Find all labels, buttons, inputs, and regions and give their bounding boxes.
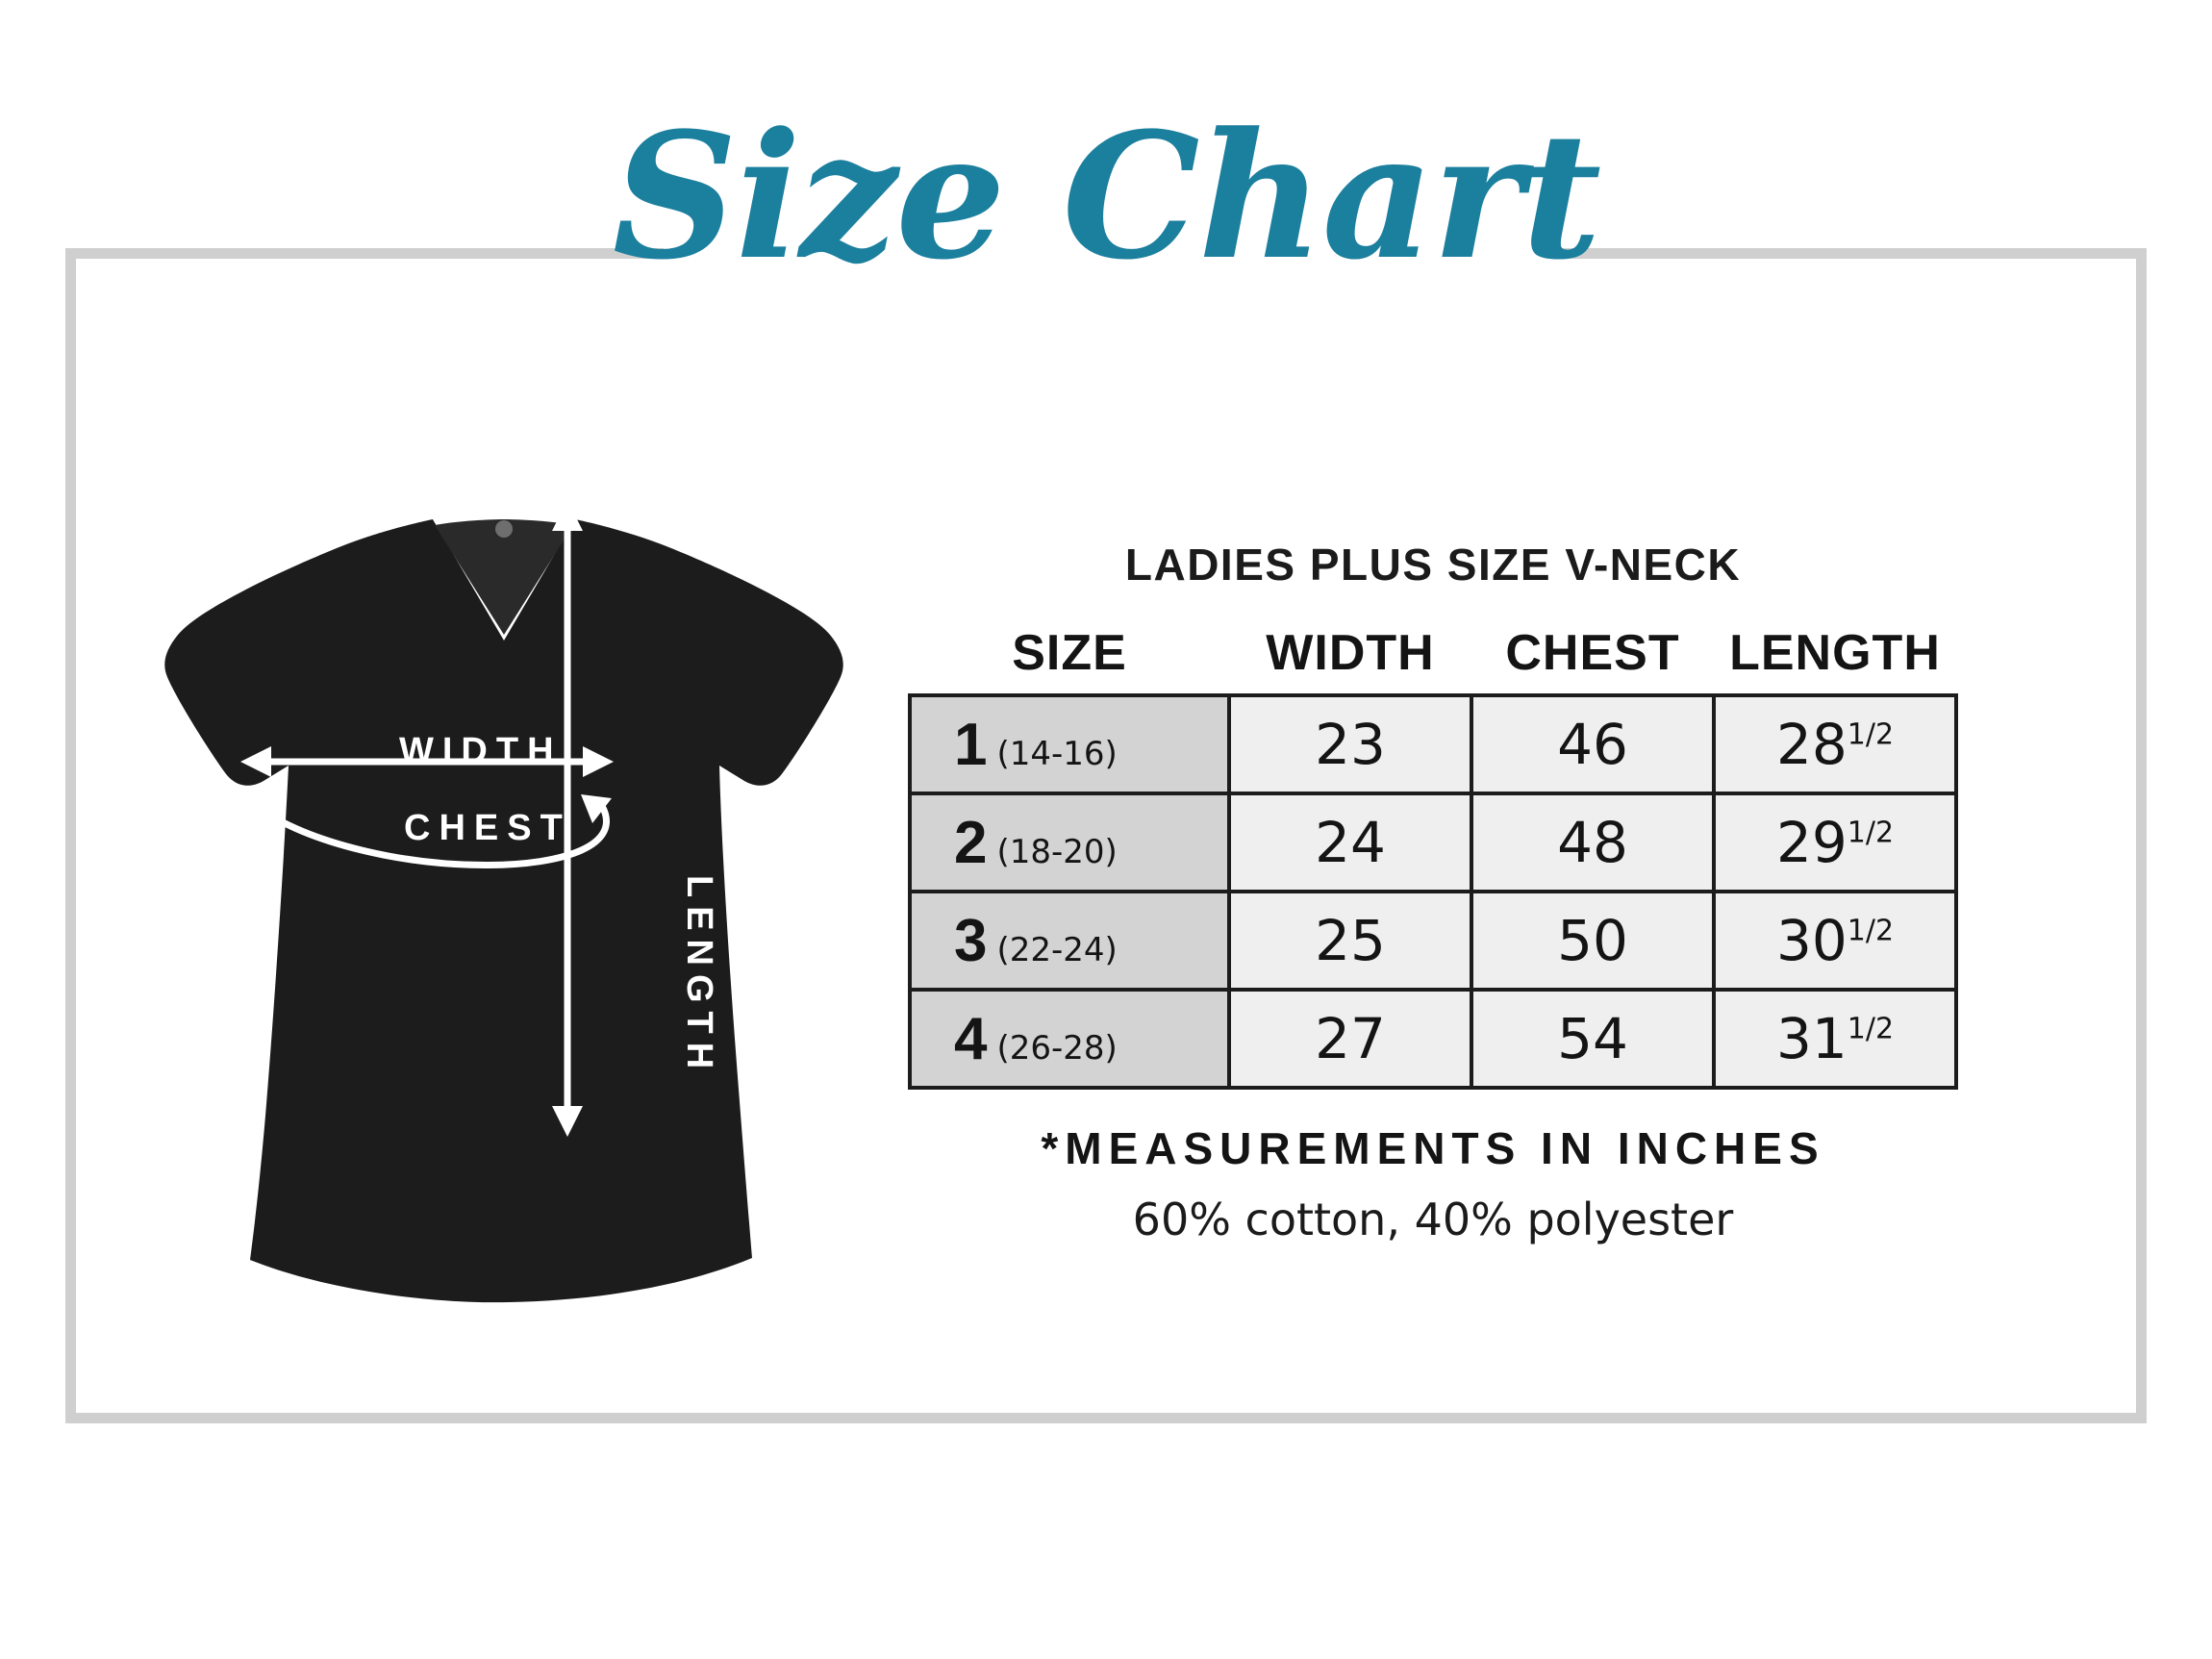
table-row	[910, 990, 1956, 1088]
column-header-length: LENGTH	[1729, 625, 1941, 681]
table-header-row	[910, 623, 1956, 695]
table-row	[910, 695, 1956, 793]
fabric-note: 60% cotton, 40% polyester	[1132, 1194, 1734, 1245]
cell-length	[1714, 695, 1956, 793]
size-range: (18-20)	[996, 832, 1118, 871]
cell-length	[1714, 990, 1956, 1088]
tshirt-icon	[144, 500, 856, 1308]
cell-chest: 46	[1471, 695, 1714, 793]
cell-size	[910, 990, 1229, 1088]
measurements-note: *MEASUREMENTS IN INCHES	[1041, 1123, 1825, 1173]
cell-chest: 50	[1471, 892, 1714, 990]
length-whole: 30	[1775, 908, 1848, 973]
size-table	[908, 623, 1958, 1090]
length-fraction: 1/2	[1847, 717, 1895, 752]
length-whole: 29	[1775, 810, 1848, 875]
cell-width: 27	[1229, 990, 1471, 1088]
cell-length	[1714, 793, 1956, 892]
length-whole: 28	[1775, 712, 1848, 777]
table-row	[910, 892, 1956, 990]
page-title: Size Chart	[612, 95, 1600, 298]
length-fraction: 1/2	[1847, 1012, 1895, 1046]
length-fraction: 1/2	[1847, 914, 1895, 948]
cell-length	[1714, 892, 1956, 990]
size-range: (22-24)	[996, 930, 1118, 969]
garment-heading: LADIES PLUS SIZE V-NECK	[1124, 540, 1742, 590]
size-range: (14-16)	[996, 734, 1118, 773]
size-number: 4	[954, 1005, 988, 1072]
size-number: 2	[954, 809, 988, 876]
size-number: 1	[954, 711, 988, 778]
column-header-size: SIZE	[1012, 625, 1127, 681]
shirt-label-length: LENGTH	[679, 875, 719, 1078]
size-range: (26-28)	[996, 1028, 1118, 1068]
size-number: 3	[954, 907, 988, 974]
cell-width: 24	[1229, 793, 1471, 892]
cell-chest: 48	[1471, 793, 1714, 892]
column-header-chest: CHEST	[1505, 625, 1680, 681]
cell-size	[910, 892, 1229, 990]
shirt-illustration	[144, 500, 856, 1308]
cell-chest: 54	[1471, 990, 1714, 1088]
cell-width: 25	[1229, 892, 1471, 990]
shirt-label-chest: CHEST	[404, 808, 571, 848]
cell-width: 23	[1229, 695, 1471, 793]
length-fraction: 1/2	[1847, 816, 1895, 850]
column-header-width: WIDTH	[1266, 625, 1435, 681]
length-whole: 31	[1775, 1006, 1848, 1071]
shirt-label-width: WIDTH	[399, 731, 563, 771]
cell-size	[910, 793, 1229, 892]
size-chart-panel	[866, 539, 2000, 1245]
table-row	[910, 793, 1956, 892]
cell-size	[910, 695, 1229, 793]
